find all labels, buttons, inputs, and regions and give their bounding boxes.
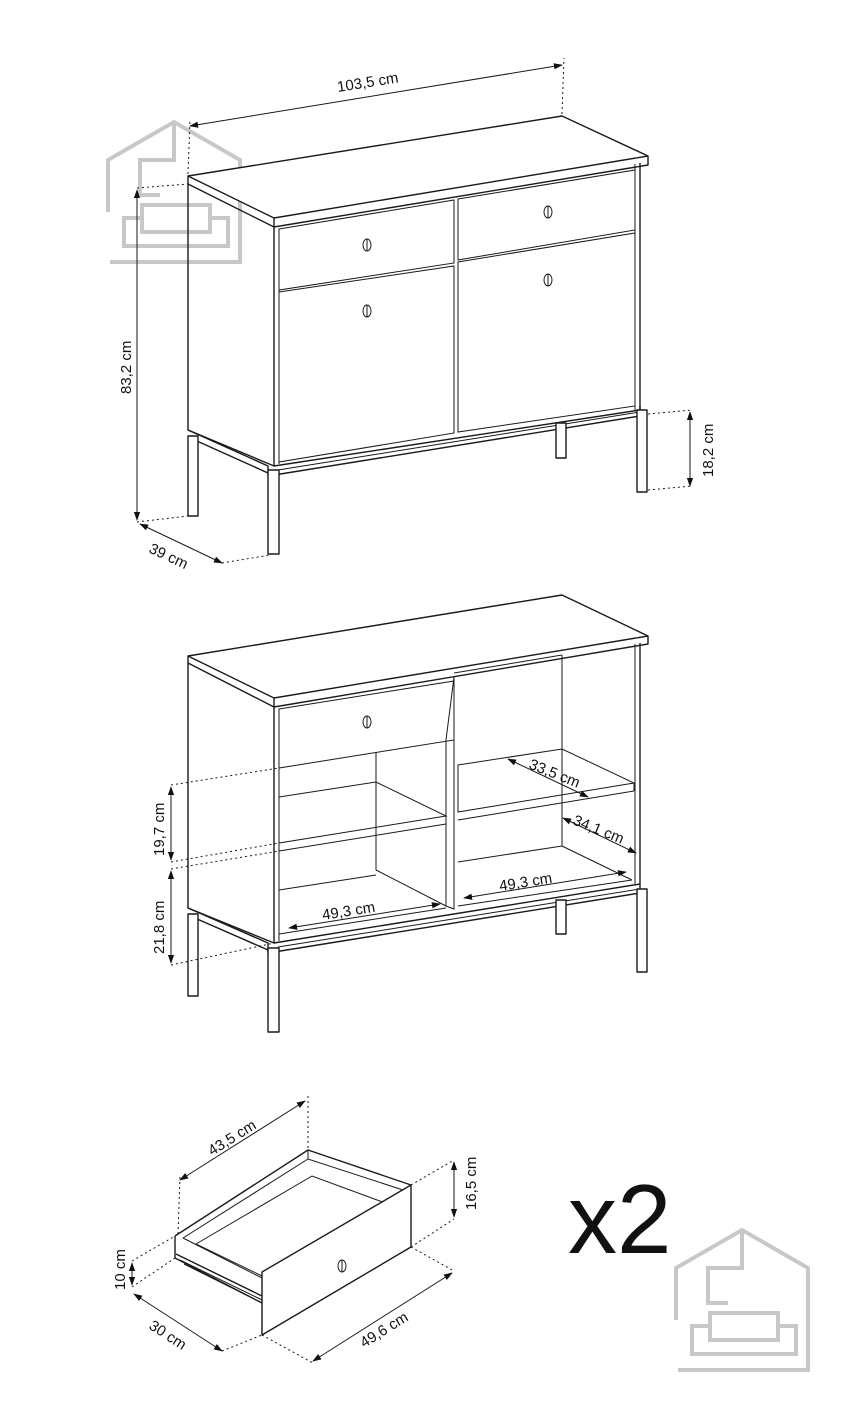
- drawer-view: [175, 1150, 411, 1335]
- bottom-depth-label: 34,1 cm: [570, 811, 627, 848]
- left-width-label: 49,3 cm: [320, 898, 377, 924]
- house-sofa-logo-icon: [676, 1230, 808, 1370]
- shelf-depth-label: 33,5 cm: [526, 755, 583, 792]
- drawer-length-label: 49,6 cm: [357, 1308, 412, 1352]
- drawer-side-height-label: 10 cm: [112, 1249, 129, 1290]
- bottom-gap-label: 21,8 cm: [151, 900, 168, 954]
- sideboard-closed-view: [188, 116, 648, 554]
- dimension-lines-top: [137, 58, 692, 563]
- height-label: 83,2 cm: [118, 340, 135, 394]
- right-width-label: 49,3 cm: [497, 869, 554, 895]
- shelf-gap-label: 19,7 cm: [151, 802, 168, 856]
- drawer-inner-width-label: 43,5 cm: [205, 1116, 260, 1160]
- depth-label: 39 cm: [146, 540, 191, 573]
- drawer-height-label: 16,5 cm: [463, 1156, 480, 1210]
- leg-height-label: 18,2 cm: [700, 423, 717, 477]
- width-label: 103,5 cm: [335, 69, 400, 96]
- quantity-label: x2: [568, 1164, 672, 1274]
- drawer-depth-label: 30 cm: [145, 1317, 190, 1354]
